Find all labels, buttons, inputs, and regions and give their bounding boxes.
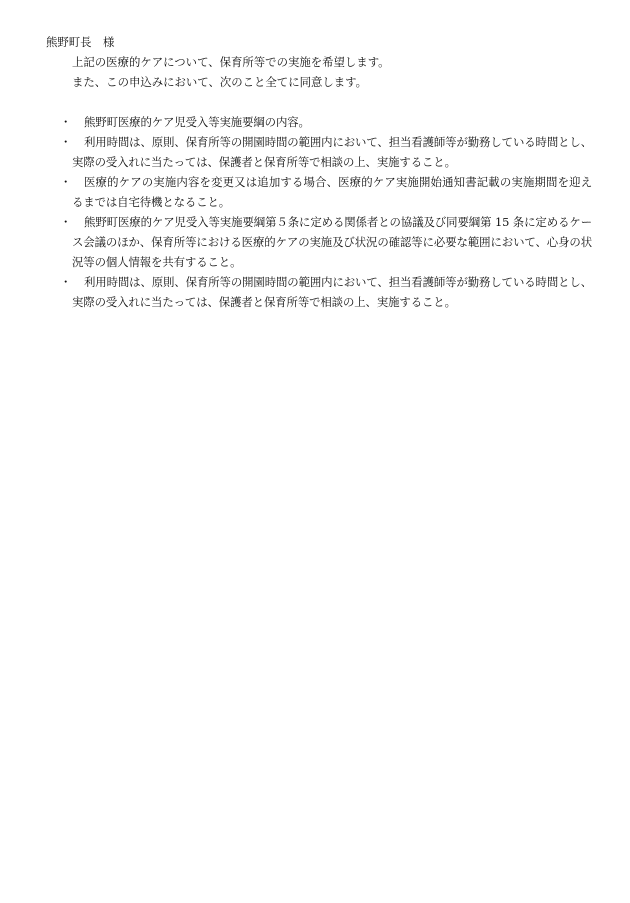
agreement-item-text: 熊野町医療的ケア児受入等実施要綱の内容。	[84, 115, 310, 129]
addressee-line: 熊野町長 様	[46, 35, 115, 49]
agreement-item-text: 医療的ケアの実施内容を変更又は追加する場合、医療的ケア実施開始通知書記載の実施期間を迎えるまでは自宅待機となること。	[72, 175, 592, 209]
intro-line-consent: また、この申込みにおいて、次のこと全てに同意します。	[72, 75, 368, 89]
agreement-item	[62, 112, 592, 132]
intro-block	[72, 52, 602, 92]
intro-line-request: 上記の医療的ケアについて、保育所等での実施を希望します。	[72, 55, 390, 69]
bullet-icon: ・	[60, 215, 72, 229]
bullet-icon: ・	[60, 275, 72, 289]
agreement-item	[62, 132, 592, 172]
agreement-item	[62, 272, 592, 312]
agreement-item-text: 熊野町医療的ケア児受入等実施要綱第５条に定める関係者との協議及び同要綱第 15 条に定めるケース会議のほか、保育所等における医療的ケアの実施及び状況の確認等に必要な範囲において、心身の状況等の個人情報を共有すること。	[72, 215, 592, 269]
agreement-list	[62, 112, 592, 312]
bullet-icon: ・	[60, 115, 72, 129]
bullet-icon: ・	[60, 175, 72, 189]
agreement-item-text: 利用時間は、原則、保育所等の開園時間の範囲内において、担当看護師等が勤務している時間とし、実際の受入れに当たっては、保護者と保育所等で相談の上、実施すること。	[72, 275, 592, 309]
bullet-icon: ・	[60, 135, 72, 149]
agreement-item	[62, 172, 592, 212]
agreement-item-text: 利用時間は、原則、保育所等の開園時間の範囲内において、担当看護師等が勤務している時間とし、実際の受入れに当たっては、保護者と保育所等で相談の上、実施すること。	[72, 135, 592, 169]
agreement-item	[62, 212, 592, 272]
